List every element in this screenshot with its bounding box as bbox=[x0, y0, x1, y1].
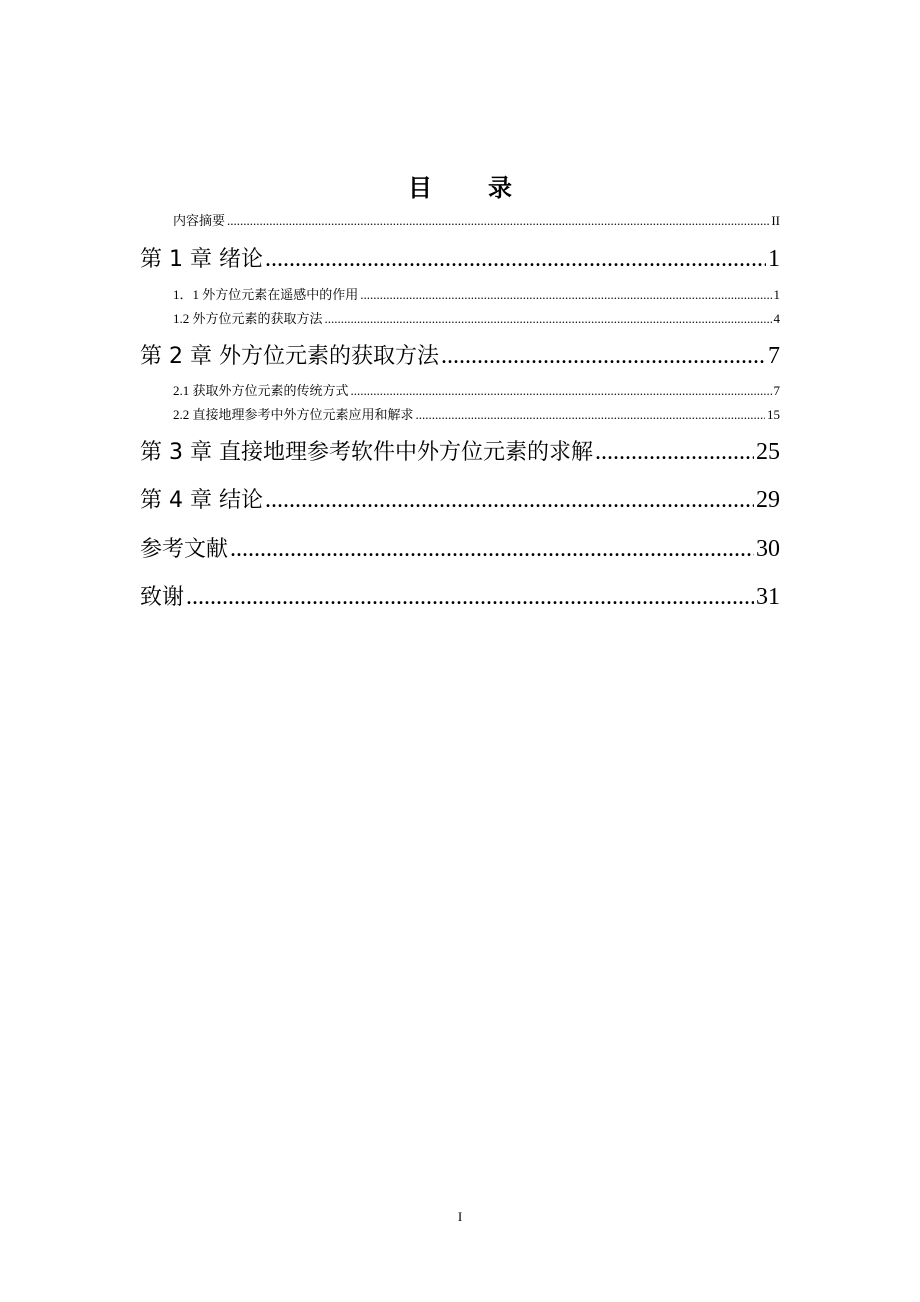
toc-entry-label: 内容摘要 bbox=[173, 213, 226, 228]
toc-entry-section-2-2[interactable] bbox=[173, 404, 780, 423]
toc-entry-abstract[interactable] bbox=[173, 210, 780, 229]
toc-entry-section-2-1[interactable] bbox=[173, 380, 780, 399]
dot-leader bbox=[265, 246, 766, 273]
toc-entry-references[interactable] bbox=[140, 532, 780, 563]
toc-entry-label: 第 3 章 直接地理参考软件中外方位元素的求解 bbox=[140, 440, 593, 465]
dot-leader bbox=[325, 311, 772, 327]
toc-entry-label: 1.2 外方位元素的获取方法 bbox=[173, 311, 323, 326]
toc-entry-page: 1 bbox=[773, 287, 780, 302]
toc-entry-page: 31 bbox=[756, 584, 780, 610]
toc-entry-chapter-3[interactable] bbox=[140, 435, 780, 466]
dot-leader bbox=[416, 407, 765, 423]
dot-leader bbox=[360, 287, 771, 303]
toc-entry-label: 参考文献 bbox=[140, 537, 229, 562]
toc-entry-label: 第 1 章 绪论 bbox=[140, 247, 263, 272]
dot-leader bbox=[441, 343, 766, 370]
toc-entry-chapter-2[interactable] bbox=[140, 339, 780, 370]
toc-entry-label: 致谢 bbox=[140, 585, 185, 610]
toc-entry-page: 15 bbox=[767, 407, 780, 422]
toc-entry-section-1-1[interactable] bbox=[173, 284, 780, 303]
toc-entry-label: 1．1 外方位元素在遥感中的作用 bbox=[173, 287, 359, 302]
dot-leader bbox=[186, 584, 754, 611]
toc-entry-page: 7 bbox=[768, 343, 780, 369]
dot-leader bbox=[227, 213, 769, 229]
dot-leader bbox=[265, 487, 754, 514]
toc-entry-section-1-2[interactable] bbox=[173, 308, 780, 327]
toc-entry-label: 2.1 获取外方位元素的传统方式 bbox=[173, 383, 349, 398]
toc-entry-acknowledgements[interactable] bbox=[140, 580, 780, 611]
toc-entry-page: 29 bbox=[756, 487, 780, 513]
toc-entry-label: 第 2 章 外方位元素的获取方法 bbox=[140, 344, 439, 369]
toc-entry-label: 第 4 章 结论 bbox=[140, 488, 263, 513]
toc-entry-page: II bbox=[771, 213, 780, 228]
toc-entry-page: 25 bbox=[756, 439, 780, 465]
dot-leader bbox=[595, 439, 754, 466]
toc-entry-chapter-4[interactable] bbox=[140, 483, 780, 514]
dot-leader bbox=[230, 536, 754, 563]
toc-title: 目录 bbox=[408, 174, 568, 202]
toc-entry-label: 2.2 直接地理参考中外方位元素应用和解求 bbox=[173, 407, 414, 422]
toc-entry-page: 4 bbox=[773, 311, 780, 326]
dot-leader bbox=[351, 383, 772, 399]
toc-entry-page: 7 bbox=[773, 383, 780, 398]
toc-entry-page: 30 bbox=[756, 536, 780, 562]
page-number-footer: I bbox=[457, 1209, 463, 1224]
toc-entry-chapter-1[interactable] bbox=[140, 242, 780, 273]
toc-entry-page: 1 bbox=[768, 246, 780, 272]
